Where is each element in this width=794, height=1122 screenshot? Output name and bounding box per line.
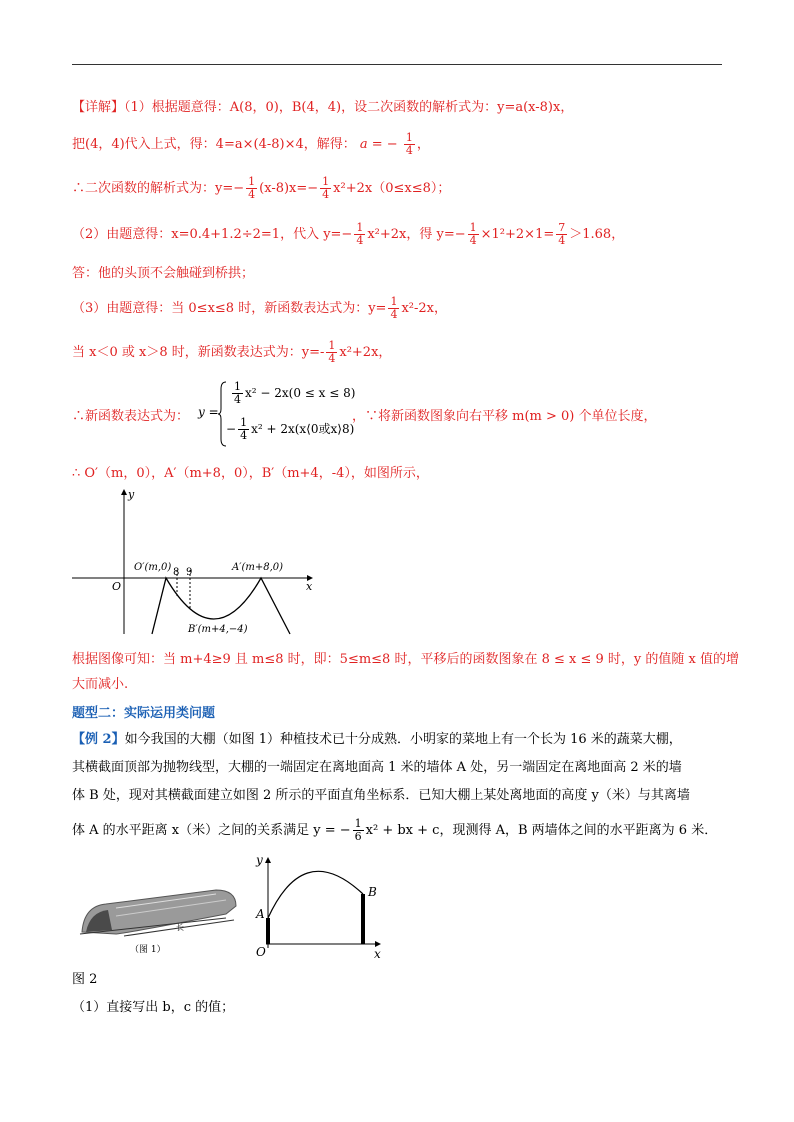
example-tag: 【例 2】 [72,732,125,747]
greenhouse-photo [76,884,242,958]
photo-length-label: 长 [176,923,184,932]
detail-line-5: 答：他的头顶不会触碰到桥拱； [72,266,255,281]
question-1: （1）直接写出 b，c 的值； [72,1000,235,1015]
label-origin: O [112,580,122,593]
label-y: y [128,488,135,501]
translated-graph-figure [72,484,332,640]
tick-8: 8 [173,567,180,578]
figure-2-label: 图 2 [72,972,98,987]
greenhouse-arc [268,871,363,918]
detail-line-11: 大而减小. [72,677,129,692]
example-line-4: 体 A 的水平距离 x（米）之间的关系满足 y = − $\frac{1}{6}$ x² + bx + c，现测得 A，B 两墙体之间的水平距离为 6 米． [72,817,718,843]
detail-line-6: （3）由题意得：当 0≤x≤8 时，新函数表达式为：y= $\frac{1}{4}$ x²-2x， [72,295,447,321]
detail-line-2: 把(4，4)代入上式，得：4=a×(4-8)×4，解得： a = − $\frac{1}{4}$ ， [72,131,430,157]
detail-line-8-label: ∴新函数表达式为： [72,409,190,424]
detail-line-8-tail: ，∵将新函数图象向右平移 m(m > 0) 个单位长度， [352,409,657,424]
detail-line-9: ∴ O′（m，0），A′（m+8，0），B′（m+4，-4），如图所示， [72,466,429,481]
tick-9: 9 [186,567,193,578]
detail-line-7: 当 x＜0 或 x＞8 时，新函数表达式为：y=- $\frac{1}{4}$ x²+2x， [72,339,392,365]
label-o-prime: O′(m,0) [134,562,172,573]
detail-line-1: 【详解】（1）根据题意得：A(8，0)，B(4，4)，设二次函数的解析式为：y=a(x-8)x， [72,100,574,115]
section-title: 题型二：实际运用类问题 [72,706,216,721]
label-x: x [306,580,313,593]
label-a-prime: A′(m+8,0) [232,562,284,573]
fig2-label-a: A [256,907,265,921]
detail-tag: 【详解】 [72,100,125,115]
example-line-3: 体 B 处，现对其横截面建立如图 2 所示的平面直角坐标系．已知大棚上某处离地面的高度 y（米）与其离墙 [72,788,690,803]
fig2-label-o: O [256,945,266,959]
detail-line-10: 根据图像可知：当 m+4≥9 且 m≤8 时，即：5≤m≤8 时，平移后的函数图象在 8 ≤ x ≤ 9 时，y 的值随 x 值的增 [72,652,739,667]
fraction: $\frac{1}{4}$ [405,131,413,157]
fig2-label-y: y [256,853,263,867]
label-b-prime: B′(m+4,−4) [188,624,248,635]
example-line-2: 其横截面顶部为抛物线型，大棚的一端固定在离地面高 1 米的墙体 A 处，另一端固定在离地面高 2 米的墙 [72,760,682,775]
piecewise-function: y = $\frac{1}{4}$ x² − 2x(0 ≤ x ≤ 8) − $\frac{1}{4}$ x² + 2x(x⟨0或x⟩8) [198,381,358,447]
detail-line-4: （2）由题意得：x=0.4+1.2÷2=1，代入 y=− $\frac{1}{4}$ x²+2x，得 y=− $\frac{1}{4}$ ×1²+2×1= $\frac{7}{4}$ ＞1.68， [72,221,625,247]
fig2-coordinate-figure [250,852,390,962]
photo-caption: （图 1） [130,945,166,955]
header-rule [72,64,722,65]
fig2-label-b: B [368,885,377,899]
fig2-label-x: x [374,947,381,961]
detail-line-3: ∴二次函数的解析式为：y=− $\frac{1}{4}$ (x-8)x=− $\frac{1}{4}$ x²+2x（0≤x≤8）； [72,175,451,201]
example-line-1: 【例 2】如今我国的大棚（如图 1）种植技术已十分成熟．小明家的菜地上有一个长为 16 米的蔬菜大棚， [72,732,682,747]
